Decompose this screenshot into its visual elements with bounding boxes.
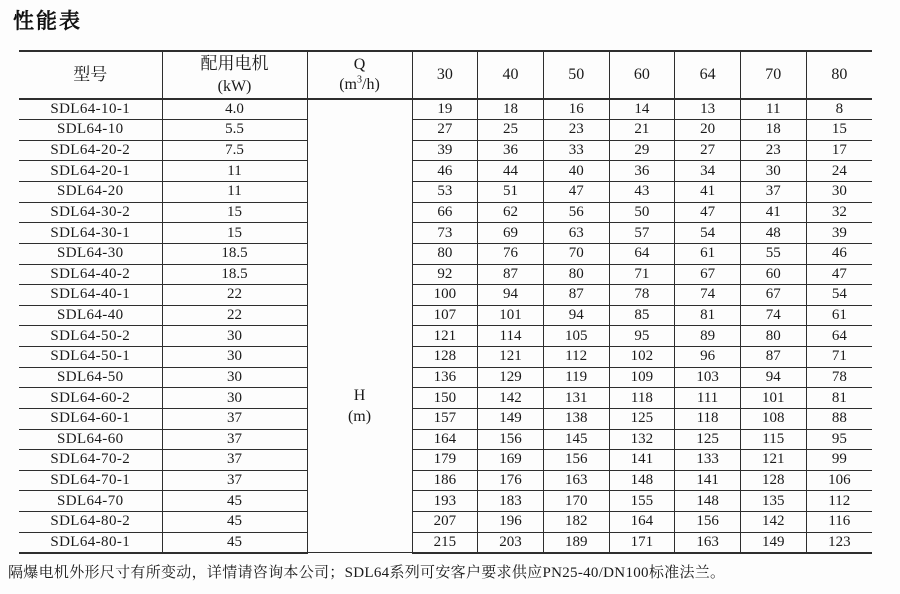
head-value-cell: 186 [412,470,478,491]
head-value-cell: 145 [543,429,609,450]
head-value-cell: 119 [543,367,609,388]
head-value-cell: 60 [740,264,806,285]
head-unit-cell [307,99,412,553]
head-value-cell: 15 [806,120,872,141]
motor-power-cell: 37 [162,450,307,471]
head-value-cell: 33 [543,140,609,161]
header-flow-70: 70 [740,51,806,99]
head-value-cell: 189 [543,532,609,553]
header-row [19,51,872,99]
head-value-cell: 171 [609,532,675,553]
head-value-cell: 71 [806,347,872,368]
header-flow-40: 40 [478,51,544,99]
head-value-cell: 18 [740,120,806,141]
header-motor-label: 配用电机 [200,54,269,74]
head-value-cell: 13 [675,99,741,120]
head-value-cell: 94 [478,285,544,306]
head-value-cell: 14 [609,99,675,120]
head-value-cell: 63 [543,223,609,244]
table-row [19,182,872,203]
head-value-cell: 85 [609,305,675,326]
head-value-cell: 193 [412,491,478,512]
table-row [19,450,872,471]
motor-power-cell: 15 [162,223,307,244]
head-unit-label: H (m) [347,387,372,426]
head-value-cell: 115 [740,429,806,450]
head-value-cell: 118 [675,408,741,429]
model-cell: SDL64-40-1 [19,285,162,306]
head-value-cell: 43 [609,182,675,203]
head-value-cell: 81 [675,305,741,326]
head-value-cell: 99 [806,450,872,471]
table-row [19,491,872,512]
model-cell: SDL64-50 [19,367,162,388]
table-row [19,285,872,306]
head-value-cell: 101 [740,388,806,409]
head-value-cell: 27 [412,120,478,141]
head-value-cell: 61 [675,243,741,264]
motor-power-cell: 30 [162,326,307,347]
table-row [19,264,872,285]
motor-power-cell: 30 [162,388,307,409]
head-value-cell: 106 [806,470,872,491]
head-value-cell: 149 [740,532,806,553]
table-row [19,99,872,120]
head-value-cell: 112 [806,491,872,512]
head-value-cell: 103 [675,367,741,388]
table-row [19,388,872,409]
table-row [19,326,872,347]
head-value-cell: 163 [675,532,741,553]
header-flow [307,51,412,99]
head-value-cell: 30 [740,161,806,182]
head-value-cell: 94 [740,367,806,388]
header-flow-symbol: Q [353,56,366,73]
head-value-cell: 129 [478,367,544,388]
head-value-cell: 164 [609,512,675,533]
model-cell: SDL64-70-2 [19,450,162,471]
head-value-cell: 89 [675,326,741,347]
footnote: 隔爆电机外形尺寸有所变动，详情请咨询本公司；SDL64系列可安客户要求供应PN25-40/DN100标准法兰。 [8,565,726,581]
head-value-cell: 207 [412,512,478,533]
head-value-cell: 27 [675,140,741,161]
head-value-cell: 78 [806,367,872,388]
head-value-cell: 23 [740,140,806,161]
head-value-cell: 20 [675,120,741,141]
model-cell: SDL64-60 [19,429,162,450]
table-row [19,305,872,326]
head-value-cell: 141 [609,450,675,471]
head-value-cell: 30 [806,182,872,203]
head-value-cell: 94 [543,305,609,326]
head-value-cell: 54 [806,285,872,306]
head-value-cell: 47 [806,264,872,285]
head-value-cell: 156 [675,512,741,533]
motor-power-cell: 22 [162,305,307,326]
head-value-cell: 67 [675,264,741,285]
table-row [19,367,872,388]
head-value-cell: 135 [740,491,806,512]
header-flow-unit: $(m^3/h)$ [339,74,380,93]
head-value-cell: 87 [543,285,609,306]
motor-power-cell: 11 [162,161,307,182]
model-cell: SDL64-40 [19,305,162,326]
head-value-cell: 16 [543,99,609,120]
head-value-cell: 101 [478,305,544,326]
head-value-cell: 182 [543,512,609,533]
head-value-cell: 74 [675,285,741,306]
header-flow-80: 80 [806,51,872,99]
head-value-cell: 100 [412,285,478,306]
head-value-cell: 118 [609,388,675,409]
model-cell: SDL64-20-1 [19,161,162,182]
head-value-cell: 46 [806,243,872,264]
model-cell: SDL64-60-2 [19,388,162,409]
head-value-cell: 50 [609,202,675,223]
head-value-cell: 123 [806,532,872,553]
motor-power-cell: 30 [162,367,307,388]
model-cell: SDL64-40-2 [19,264,162,285]
model-cell: SDL64-80-2 [19,512,162,533]
model-cell: SDL64-30 [19,243,162,264]
head-value-cell: 136 [412,367,478,388]
head-value-cell: 66 [412,202,478,223]
table-row [19,512,872,533]
head-value-cell: 121 [478,347,544,368]
head-value-cell: 170 [543,491,609,512]
head-value-cell: 102 [609,347,675,368]
head-value-cell: 67 [740,285,806,306]
motor-power-cell: 11 [162,182,307,203]
head-value-cell: 61 [806,305,872,326]
motor-power-cell: 37 [162,470,307,491]
head-value-cell: 78 [609,285,675,306]
head-value-cell: 116 [806,512,872,533]
table-row [19,243,872,264]
head-value-cell: 32 [806,202,872,223]
head-value-cell: 48 [740,223,806,244]
table-row [19,429,872,450]
head-value-cell: 62 [478,202,544,223]
model-cell: SDL64-70-1 [19,470,162,491]
head-value-cell: 148 [675,491,741,512]
model-cell: SDL64-50-2 [19,326,162,347]
head-value-cell: 39 [412,140,478,161]
model-cell: SDL64-30-1 [19,223,162,244]
head-value-cell: 8 [806,99,872,120]
head-value-cell: 132 [609,429,675,450]
head-value-cell: 149 [478,408,544,429]
model-cell: SDL64-20-2 [19,140,162,161]
head-value-cell: 19 [412,99,478,120]
head-value-cell: 105 [543,326,609,347]
head-value-cell: 179 [412,450,478,471]
header-motor-unit: (kW) [217,77,252,95]
head-value-cell: 114 [478,326,544,347]
head-value-cell: 74 [740,305,806,326]
head-value-cell: 69 [478,223,544,244]
head-value-cell: 183 [478,491,544,512]
model-cell: SDL64-10 [19,120,162,141]
head-value-cell: 125 [675,429,741,450]
head-value-cell: 39 [806,223,872,244]
head-value-cell: 41 [675,182,741,203]
head-value-cell: 21 [609,120,675,141]
head-value-cell: 156 [478,429,544,450]
head-value-cell: 203 [478,532,544,553]
model-cell: SDL64-20 [19,182,162,203]
motor-power-cell: 4.0 [162,99,307,120]
head-value-cell: 80 [412,243,478,264]
head-value-cell: 125 [609,408,675,429]
head-value-cell: 34 [675,161,741,182]
table-row [19,470,872,491]
head-value-cell: 133 [675,450,741,471]
head-value-cell: 80 [543,264,609,285]
head-value-cell: 128 [740,470,806,491]
head-value-cell: 150 [412,388,478,409]
header-flow-30: 30 [412,51,478,99]
head-value-cell: 54 [675,223,741,244]
motor-power-cell: 22 [162,285,307,306]
head-value-cell: 64 [806,326,872,347]
head-value-cell: 47 [675,202,741,223]
head-value-cell: 87 [478,264,544,285]
head-value-cell: 142 [478,388,544,409]
head-value-cell: 40 [543,161,609,182]
head-value-cell: 92 [412,264,478,285]
motor-power-cell: 45 [162,532,307,553]
head-value-cell: 56 [543,202,609,223]
table-row [19,223,872,244]
head-value-cell: 196 [478,512,544,533]
model-cell: SDL64-70 [19,491,162,512]
head-value-cell: 29 [609,140,675,161]
motor-power-cell: 37 [162,429,307,450]
head-value-cell: 18 [478,99,544,120]
head-value-cell: 11 [740,99,806,120]
head-value-cell: 37 [740,182,806,203]
head-value-cell: 81 [806,388,872,409]
head-value-cell: 53 [412,182,478,203]
head-value-cell: 76 [478,243,544,264]
head-value-cell: 51 [478,182,544,203]
table-row [19,347,872,368]
table-row [19,532,872,553]
head-value-cell: 25 [478,120,544,141]
motor-power-cell: 45 [162,512,307,533]
head-value-cell: 157 [412,408,478,429]
head-value-cell: 163 [543,470,609,491]
motor-power-cell: 30 [162,347,307,368]
table-row [19,140,872,161]
head-value-cell: 111 [675,388,741,409]
head-value-cell: 23 [543,120,609,141]
head-value-cell: 36 [478,140,544,161]
head-value-cell: 109 [609,367,675,388]
head-value-cell: 71 [609,264,675,285]
head-value-cell: 148 [609,470,675,491]
head-value-cell: 87 [740,347,806,368]
head-value-cell: 57 [609,223,675,244]
head-value-cell: 17 [806,140,872,161]
motor-power-cell: 7.5 [162,140,307,161]
head-value-cell: 55 [740,243,806,264]
motor-power-cell: 15 [162,202,307,223]
head-value-cell: 121 [412,326,478,347]
head-value-cell: 36 [609,161,675,182]
table-row [19,408,872,429]
header-flow-64: 64 [675,51,741,99]
table-body [19,99,872,553]
head-value-cell: 215 [412,532,478,553]
header-flow-60: 60 [609,51,675,99]
head-value-cell: 121 [740,450,806,471]
head-value-cell: 131 [543,388,609,409]
page-title: 性能表 [13,9,82,33]
head-value-cell: 47 [543,182,609,203]
head-value-cell: 41 [740,202,806,223]
head-value-cell: 169 [478,450,544,471]
performance-table [19,50,872,554]
head-value-cell: 64 [609,243,675,264]
head-value-cell: 46 [412,161,478,182]
head-value-cell: 95 [806,429,872,450]
head-value-cell: 164 [412,429,478,450]
head-value-cell: 88 [806,408,872,429]
motor-power-cell: 18.5 [162,243,307,264]
model-cell: SDL64-60-1 [19,408,162,429]
head-value-cell: 141 [675,470,741,491]
head-value-cell: 73 [412,223,478,244]
header-flow-50: 50 [543,51,609,99]
head-value-cell: 138 [543,408,609,429]
table-row [19,202,872,223]
head-value-cell: 108 [740,408,806,429]
motor-power-cell: 45 [162,491,307,512]
model-cell: SDL64-30-2 [19,202,162,223]
table-header [19,51,872,99]
model-cell: SDL64-50-1 [19,347,162,368]
head-value-cell: 44 [478,161,544,182]
motor-power-cell: 18.5 [162,264,307,285]
head-value-cell: 95 [609,326,675,347]
head-value-cell: 96 [675,347,741,368]
head-value-cell: 24 [806,161,872,182]
head-value-cell: 80 [740,326,806,347]
head-value-cell: 176 [478,470,544,491]
head-value-cell: 70 [543,243,609,264]
model-cell: SDL64-10-1 [19,99,162,120]
motor-power-cell: 5.5 [162,120,307,141]
model-cell: SDL64-80-1 [19,532,162,553]
motor-power-cell: 37 [162,408,307,429]
head-value-cell: 112 [543,347,609,368]
head-value-cell: 155 [609,491,675,512]
header-model: 型号 [19,51,162,99]
head-value-cell: 156 [543,450,609,471]
head-value-cell: 107 [412,305,478,326]
head-value-cell: 142 [740,512,806,533]
table-row [19,120,872,141]
table-row [19,161,872,182]
header-motor [162,51,307,99]
head-value-cell: 128 [412,347,478,368]
